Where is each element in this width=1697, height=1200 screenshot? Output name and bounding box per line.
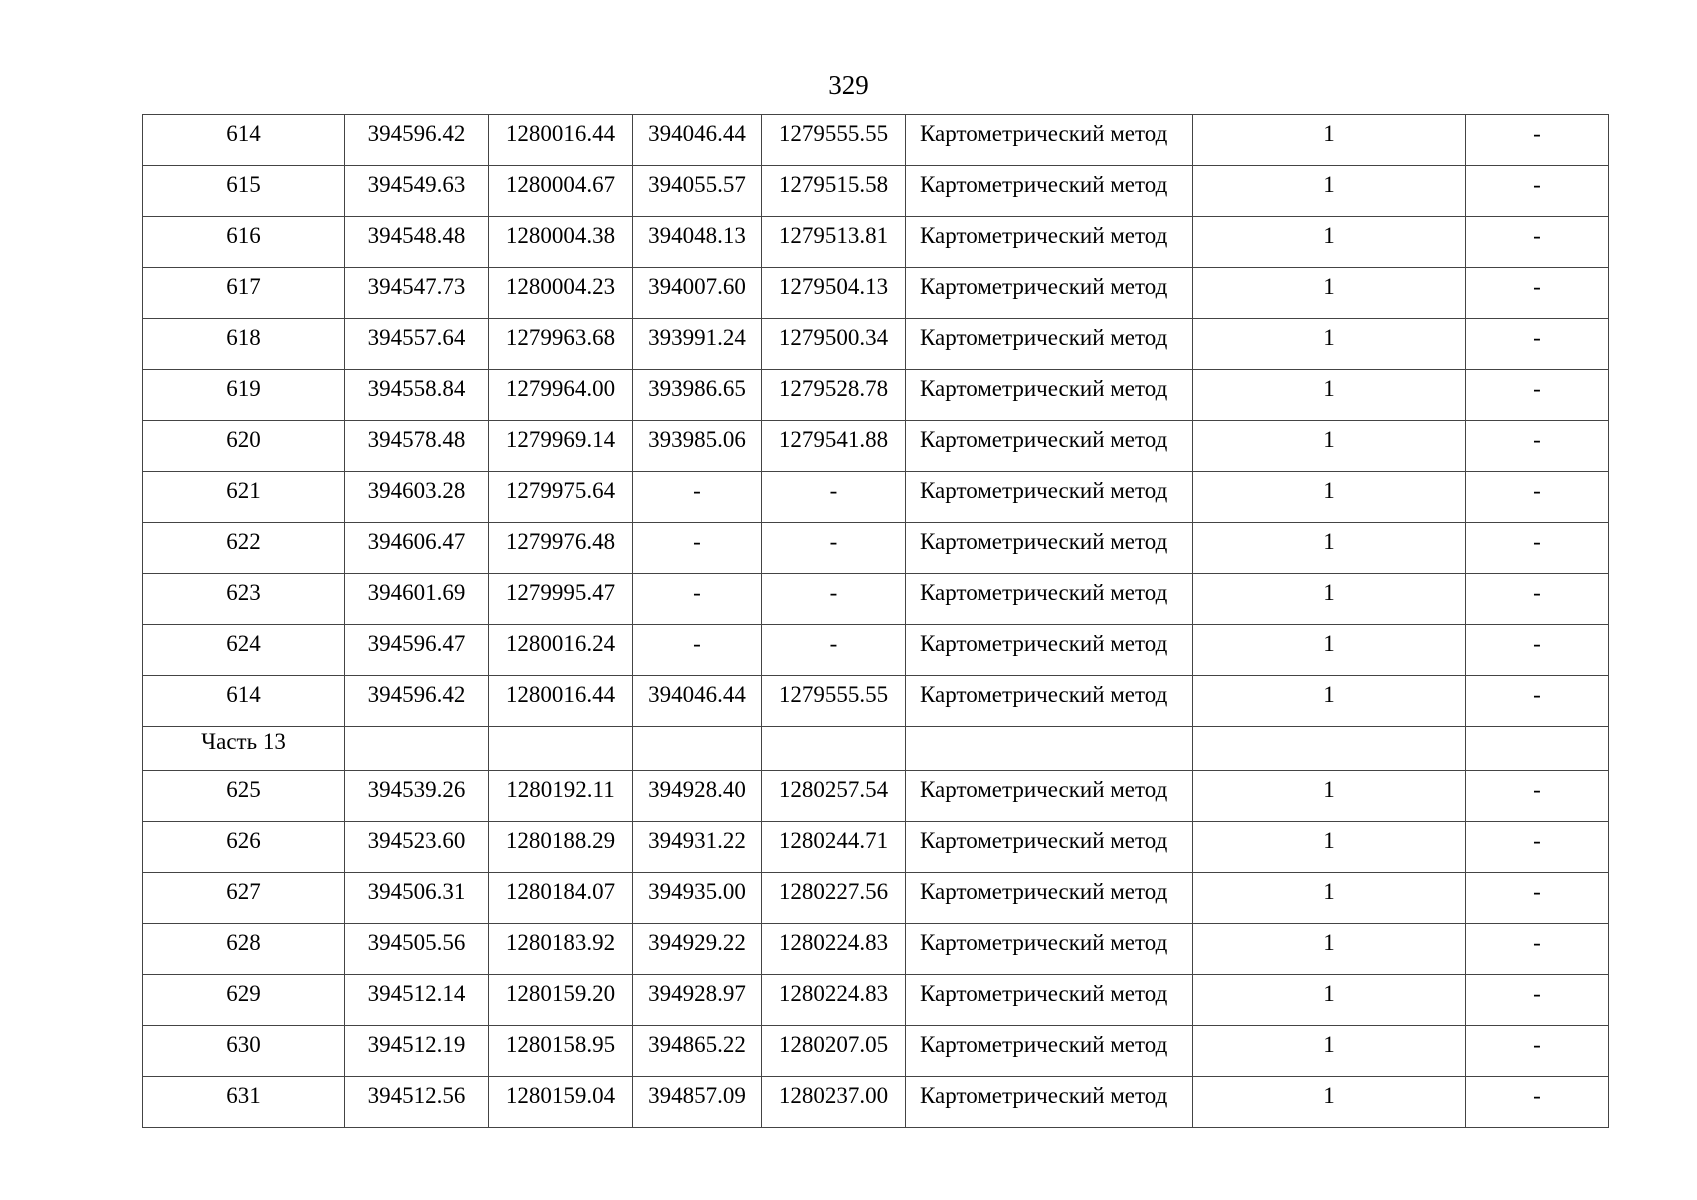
table-row	[143, 523, 1609, 574]
table-row	[143, 115, 1609, 166]
point-number-cell: 626	[143, 822, 345, 873]
point-number-cell: 623	[143, 574, 345, 625]
table-row	[143, 574, 1609, 625]
x-previous-cell	[633, 727, 762, 771]
note-cell: -	[1466, 115, 1609, 166]
y-coordinate-cell: 1280192.11	[489, 771, 633, 822]
x-previous-cell: -	[633, 574, 762, 625]
x-coordinate-cell: 394549.63	[345, 166, 489, 217]
note-cell: -	[1466, 771, 1609, 822]
note-cell: -	[1466, 873, 1609, 924]
y-previous-cell: 1279555.55	[762, 676, 906, 727]
method-cell: Картометрический метод	[906, 975, 1193, 1026]
x-coordinate-cell: 394603.28	[345, 472, 489, 523]
x-previous-cell: 394931.22	[633, 822, 762, 873]
method-cell: Картометрический метод	[906, 166, 1193, 217]
accuracy-cell	[1193, 727, 1466, 771]
note-cell: -	[1466, 625, 1609, 676]
note-cell: -	[1466, 975, 1609, 1026]
table-row	[143, 370, 1609, 421]
y-coordinate-cell: 1279963.68	[489, 319, 633, 370]
x-coordinate-cell: 394601.69	[345, 574, 489, 625]
x-coordinate-cell: 394547.73	[345, 268, 489, 319]
accuracy-cell: 1	[1193, 421, 1466, 472]
y-previous-cell: 1279500.34	[762, 319, 906, 370]
y-coordinate-cell: 1279995.47	[489, 574, 633, 625]
x-previous-cell: 394928.97	[633, 975, 762, 1026]
y-coordinate-cell: 1280004.23	[489, 268, 633, 319]
x-coordinate-cell: 394512.19	[345, 1026, 489, 1077]
y-previous-cell: 1279555.55	[762, 115, 906, 166]
x-previous-cell: -	[633, 523, 762, 574]
x-coordinate-cell: 394578.48	[345, 421, 489, 472]
y-coordinate-cell: 1279964.00	[489, 370, 633, 421]
y-coordinate-cell: 1280184.07	[489, 873, 633, 924]
y-previous-cell: 1279513.81	[762, 217, 906, 268]
table-row	[143, 1026, 1609, 1077]
point-number-cell: 625	[143, 771, 345, 822]
x-coordinate-cell: 394596.42	[345, 115, 489, 166]
table-row	[143, 625, 1609, 676]
table-row	[143, 1077, 1609, 1128]
accuracy-cell: 1	[1193, 319, 1466, 370]
method-cell: Картометрический метод	[906, 771, 1193, 822]
coordinates-table	[142, 114, 1609, 1128]
accuracy-cell: 1	[1193, 771, 1466, 822]
note-cell: -	[1466, 1026, 1609, 1077]
method-cell: Картометрический метод	[906, 370, 1193, 421]
y-coordinate-cell: 1279969.14	[489, 421, 633, 472]
table-row	[143, 975, 1609, 1026]
accuracy-cell: 1	[1193, 574, 1466, 625]
point-number-cell: 621	[143, 472, 345, 523]
note-cell: -	[1466, 676, 1609, 727]
x-coordinate-cell: 394506.31	[345, 873, 489, 924]
accuracy-cell: 1	[1193, 1026, 1466, 1077]
table-row	[143, 217, 1609, 268]
y-coordinate-cell: 1280016.24	[489, 625, 633, 676]
note-cell: -	[1466, 166, 1609, 217]
accuracy-cell: 1	[1193, 115, 1466, 166]
accuracy-cell: 1	[1193, 676, 1466, 727]
accuracy-cell: 1	[1193, 924, 1466, 975]
note-cell: -	[1466, 421, 1609, 472]
point-number-cell: 628	[143, 924, 345, 975]
x-coordinate-cell: 394505.56	[345, 924, 489, 975]
note-cell: -	[1466, 217, 1609, 268]
method-cell: Картометрический метод	[906, 421, 1193, 472]
section-label: Часть 13	[143, 727, 345, 771]
note-cell: -	[1466, 924, 1609, 975]
y-coordinate-cell: 1279975.64	[489, 472, 633, 523]
y-previous-cell: 1280244.71	[762, 822, 906, 873]
x-previous-cell: 394929.22	[633, 924, 762, 975]
note-cell: -	[1466, 1077, 1609, 1128]
note-cell: -	[1466, 523, 1609, 574]
table-row	[143, 924, 1609, 975]
method-cell: Картометрический метод	[906, 676, 1193, 727]
x-previous-cell: 394007.60	[633, 268, 762, 319]
method-cell: Картометрический метод	[906, 268, 1193, 319]
table-row	[143, 873, 1609, 924]
accuracy-cell: 1	[1193, 268, 1466, 319]
y-coordinate-cell: 1280159.04	[489, 1077, 633, 1128]
table-row	[143, 472, 1609, 523]
table-row	[143, 676, 1609, 727]
y-coordinate-cell: 1280183.92	[489, 924, 633, 975]
y-previous-cell: 1280257.54	[762, 771, 906, 822]
method-cell: Картометрический метод	[906, 217, 1193, 268]
x-previous-cell: 394865.22	[633, 1026, 762, 1077]
x-previous-cell: 394048.13	[633, 217, 762, 268]
y-previous-cell: 1280207.05	[762, 1026, 906, 1077]
note-cell: -	[1466, 268, 1609, 319]
accuracy-cell: 1	[1193, 822, 1466, 873]
x-previous-cell: 394046.44	[633, 676, 762, 727]
accuracy-cell: 1	[1193, 625, 1466, 676]
point-number-cell: 620	[143, 421, 345, 472]
method-cell: Картометрический метод	[906, 115, 1193, 166]
table-row	[143, 268, 1609, 319]
method-cell: Картометрический метод	[906, 523, 1193, 574]
point-number-cell: 614	[143, 115, 345, 166]
y-coordinate-cell: 1280004.67	[489, 166, 633, 217]
table-row	[143, 319, 1609, 370]
accuracy-cell: 1	[1193, 217, 1466, 268]
x-previous-cell: 394935.00	[633, 873, 762, 924]
y-coordinate-cell: 1279976.48	[489, 523, 633, 574]
method-cell: Картометрический метод	[906, 822, 1193, 873]
accuracy-cell: 1	[1193, 370, 1466, 421]
method-cell: Картометрический метод	[906, 924, 1193, 975]
y-coordinate-cell: 1280016.44	[489, 115, 633, 166]
y-previous-cell: 1279515.58	[762, 166, 906, 217]
y-previous-cell: -	[762, 472, 906, 523]
table-row	[143, 771, 1609, 822]
point-number-cell: 618	[143, 319, 345, 370]
y-coordinate-cell: 1280158.95	[489, 1026, 633, 1077]
y-previous-cell	[762, 727, 906, 771]
point-number-cell: 630	[143, 1026, 345, 1077]
section-row	[143, 727, 1609, 771]
x-previous-cell: 394046.44	[633, 115, 762, 166]
y-coordinate-cell	[489, 727, 633, 771]
x-previous-cell: 394857.09	[633, 1077, 762, 1128]
method-cell: Картометрический метод	[906, 319, 1193, 370]
point-number-cell: 629	[143, 975, 345, 1026]
method-cell: Картометрический метод	[906, 625, 1193, 676]
accuracy-cell: 1	[1193, 975, 1466, 1026]
method-cell	[906, 727, 1193, 771]
x-coordinate-cell: 394512.14	[345, 975, 489, 1026]
y-previous-cell: 1280224.83	[762, 924, 906, 975]
y-previous-cell: 1280224.83	[762, 975, 906, 1026]
y-coordinate-cell: 1280016.44	[489, 676, 633, 727]
method-cell: Картометрический метод	[906, 1026, 1193, 1077]
accuracy-cell: 1	[1193, 166, 1466, 217]
method-cell: Картометрический метод	[906, 472, 1193, 523]
note-cell: -	[1466, 822, 1609, 873]
y-previous-cell: 1280227.56	[762, 873, 906, 924]
accuracy-cell: 1	[1193, 873, 1466, 924]
note-cell: -	[1466, 319, 1609, 370]
x-previous-cell: 393986.65	[633, 370, 762, 421]
x-coordinate-cell: 394596.47	[345, 625, 489, 676]
note-cell: -	[1466, 472, 1609, 523]
point-number-cell: 616	[143, 217, 345, 268]
table-row	[143, 166, 1609, 217]
table-row	[143, 421, 1609, 472]
x-previous-cell: -	[633, 625, 762, 676]
x-coordinate-cell: 394512.56	[345, 1077, 489, 1128]
x-previous-cell: 393991.24	[633, 319, 762, 370]
y-previous-cell: 1279528.78	[762, 370, 906, 421]
method-cell: Картометрический метод	[906, 574, 1193, 625]
y-previous-cell: -	[762, 574, 906, 625]
y-coordinate-cell: 1280188.29	[489, 822, 633, 873]
note-cell	[1466, 727, 1609, 771]
y-previous-cell: -	[762, 523, 906, 574]
point-number-cell: 627	[143, 873, 345, 924]
table-body	[143, 115, 1609, 1128]
table-row	[143, 822, 1609, 873]
y-previous-cell: -	[762, 625, 906, 676]
method-cell: Картометрический метод	[906, 1077, 1193, 1128]
y-coordinate-cell: 1280004.38	[489, 217, 633, 268]
page-number: 329	[828, 70, 869, 100]
point-number-cell: 617	[143, 268, 345, 319]
x-coordinate-cell	[345, 727, 489, 771]
x-previous-cell: 393985.06	[633, 421, 762, 472]
x-coordinate-cell: 394558.84	[345, 370, 489, 421]
note-cell: -	[1466, 370, 1609, 421]
accuracy-cell: 1	[1193, 472, 1466, 523]
point-number-cell: 615	[143, 166, 345, 217]
x-coordinate-cell: 394596.42	[345, 676, 489, 727]
x-previous-cell: -	[633, 472, 762, 523]
point-number-cell: 619	[143, 370, 345, 421]
y-previous-cell: 1279541.88	[762, 421, 906, 472]
method-cell: Картометрический метод	[906, 873, 1193, 924]
x-coordinate-cell: 394557.64	[345, 319, 489, 370]
point-number-cell: 622	[143, 523, 345, 574]
note-cell: -	[1466, 574, 1609, 625]
x-coordinate-cell: 394523.60	[345, 822, 489, 873]
x-previous-cell: 394055.57	[633, 166, 762, 217]
y-previous-cell: 1280237.00	[762, 1077, 906, 1128]
accuracy-cell: 1	[1193, 523, 1466, 574]
point-number-cell: 624	[143, 625, 345, 676]
y-previous-cell: 1279504.13	[762, 268, 906, 319]
point-number-cell: 614	[143, 676, 345, 727]
x-previous-cell: 394928.40	[633, 771, 762, 822]
x-coordinate-cell: 394539.26	[345, 771, 489, 822]
point-number-cell: 631	[143, 1077, 345, 1128]
y-coordinate-cell: 1280159.20	[489, 975, 633, 1026]
x-coordinate-cell: 394548.48	[345, 217, 489, 268]
x-coordinate-cell: 394606.47	[345, 523, 489, 574]
accuracy-cell: 1	[1193, 1077, 1466, 1128]
